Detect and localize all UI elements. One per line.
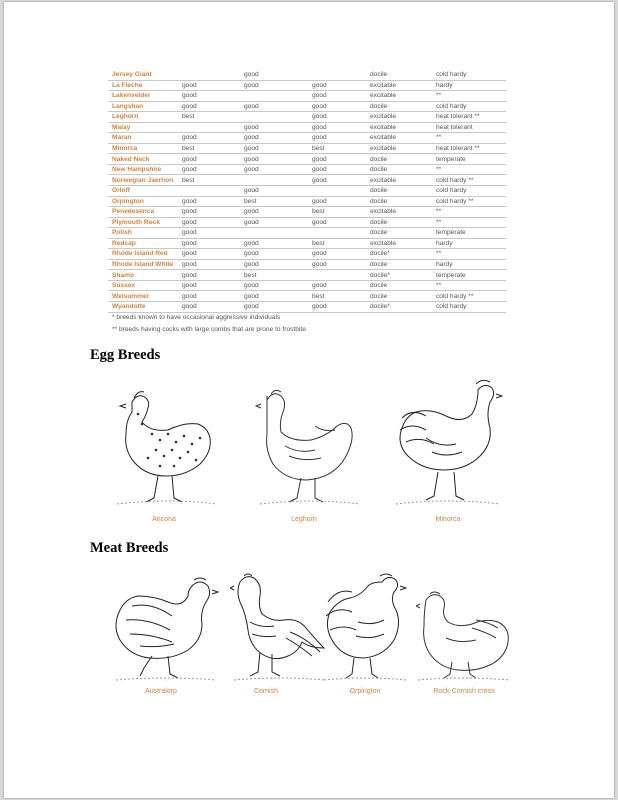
climate-cell: temperate (432, 154, 506, 165)
climate-cell: hardy (432, 238, 506, 249)
temperament-cell: docile (366, 186, 432, 197)
breed-name-cell: Welsummer (108, 291, 178, 302)
breed-name-cell: Langshan (108, 101, 178, 112)
table-cell: good (178, 217, 240, 228)
footnote-frostbite: ** breeds having cocks with large combs that are prone to frostbite (112, 326, 306, 333)
ancona-illustration (112, 384, 222, 510)
climate-cell: cold hardy ** (432, 175, 506, 186)
climate-cell: temperate (432, 228, 506, 239)
table-cell (308, 228, 366, 239)
footnotes (112, 312, 306, 336)
climate-cell: cold hardy (432, 101, 506, 112)
table-row (108, 154, 506, 165)
temperament-cell: docile* (366, 249, 432, 260)
table-cell: good (308, 164, 366, 175)
table-cell: good (178, 164, 240, 175)
climate-cell: cold hardy ** (432, 196, 506, 207)
breed-name-cell: Orpington (108, 196, 178, 207)
australorp-illustration (112, 576, 220, 684)
table-cell: good (308, 217, 366, 228)
table-cell: good (240, 80, 308, 91)
temperament-cell: docile* (366, 270, 432, 281)
climate-cell: heat tolerant ** (432, 112, 506, 123)
rock-cornish-cross-illustration (416, 588, 512, 684)
climate-cell: cold hardy (432, 186, 506, 197)
cornish-caption: Cornish (253, 688, 279, 695)
climate-cell: hardy (432, 259, 506, 270)
minorca-illustration (392, 378, 504, 510)
table-cell: good (240, 259, 308, 270)
egg-breeds-heading: Egg Breeds (90, 347, 161, 363)
table-cell: good (240, 101, 308, 112)
temperament-cell: docile (366, 228, 432, 239)
table-row (108, 122, 506, 133)
orpington-illustration (322, 572, 408, 684)
table-row (108, 164, 506, 175)
table-cell: good (308, 196, 366, 207)
table-cell: good (178, 302, 240, 313)
table-row (108, 91, 506, 102)
climate-cell: heat tolerant (432, 122, 506, 133)
temperament-cell: excitable (366, 207, 432, 218)
table-cell: good (178, 280, 240, 291)
climate-cell: ** (432, 207, 506, 218)
table-cell: good (308, 259, 366, 270)
table-cell: good (178, 238, 240, 249)
table-cell: best (240, 270, 308, 281)
breed-name-cell: Rhode Island Red (108, 249, 178, 260)
table-cell: good (240, 207, 308, 218)
climate-cell: ** (432, 91, 506, 102)
temperament-cell: excitable (366, 112, 432, 123)
table-cell: good (240, 164, 308, 175)
breed-name-cell: Polish (108, 228, 178, 239)
table-row (108, 259, 506, 270)
table-cell (308, 186, 366, 197)
table-cell: good (178, 270, 240, 281)
table-cell (240, 228, 308, 239)
table-row (108, 196, 506, 207)
orpington-caption: Orpington (349, 688, 381, 695)
table-cell: good (308, 80, 366, 91)
table-cell: good (240, 122, 308, 133)
table-cell: best (240, 196, 308, 207)
breed-name-cell: Leghorn (108, 112, 178, 123)
table-row (108, 270, 506, 281)
table-cell: good (240, 280, 308, 291)
temperament-cell: excitable (366, 122, 432, 133)
climate-cell: ** (432, 164, 506, 175)
table-cell: good (178, 196, 240, 207)
table-cell (308, 70, 366, 80)
table-cell: best (308, 143, 366, 154)
table-cell: good (178, 91, 240, 102)
cornish-illustration (230, 572, 330, 684)
temperament-cell: docile (366, 280, 432, 291)
table-cell: best (178, 175, 240, 186)
table-row (108, 186, 506, 197)
climate-cell: ** (432, 217, 506, 228)
breed-name-cell: La Fleche (108, 80, 178, 91)
table-cell: good (178, 80, 240, 91)
breed-name-cell: Sussex (108, 280, 178, 291)
table-cell: best (308, 207, 366, 218)
climate-cell: cold hardy ** (432, 291, 506, 302)
australorp-caption: Australorp (145, 688, 177, 695)
table-cell: good (308, 101, 366, 112)
breed-table (108, 70, 506, 313)
footnote-aggressive: * breeds known to have occasional aggressive individuals (112, 314, 281, 321)
temperament-cell: excitable (366, 91, 432, 102)
table-row (108, 112, 506, 123)
table-row (108, 101, 506, 112)
table-cell: good (308, 91, 366, 102)
table-cell: good (178, 228, 240, 239)
table-cell: good (308, 122, 366, 133)
table-row (108, 228, 506, 239)
table-row (108, 143, 506, 154)
breed-name-cell: Jersey Giant (108, 70, 178, 80)
temperament-cell: excitable (366, 143, 432, 154)
table-row (108, 291, 506, 302)
breed-name-cell: Maran (108, 133, 178, 144)
table-cell (178, 122, 240, 133)
breed-name-cell: Malay (108, 122, 178, 133)
breed-name-cell: New Hampshire (108, 164, 178, 175)
table-cell: good (308, 280, 366, 291)
minorca-caption: Minorca (435, 516, 461, 523)
table-cell: good (240, 291, 308, 302)
table-cell: good (308, 112, 366, 123)
breed-name-cell: Shamo (108, 270, 178, 281)
breed-name-cell: Redcap (108, 238, 178, 249)
leghorn-caption: Leghorn (291, 516, 317, 523)
climate-cell: hardy (432, 80, 506, 91)
temperament-cell: excitable (366, 133, 432, 144)
table-cell: good (240, 249, 308, 260)
climate-cell: cold hardy (432, 302, 506, 313)
breed-table-body (108, 70, 506, 312)
table-cell: good (240, 238, 308, 249)
table-cell: best (178, 143, 240, 154)
table-cell (240, 175, 308, 186)
table-cell: best (308, 291, 366, 302)
climate-cell: ** (432, 249, 506, 260)
temperament-cell: excitable (366, 175, 432, 186)
temperament-cell: docile (366, 259, 432, 270)
table-cell: good (240, 217, 308, 228)
table-cell: good (178, 101, 240, 112)
table-cell (178, 186, 240, 197)
climate-cell: cold hardy (432, 70, 506, 80)
ancona-caption: Ancona (152, 516, 176, 523)
table-cell (240, 91, 308, 102)
table-cell: good (240, 154, 308, 165)
table-row (108, 280, 506, 291)
breed-name-cell: Wyandotte (108, 302, 178, 313)
table-row (108, 207, 506, 218)
table-row (108, 70, 506, 80)
temperament-cell: docile (366, 291, 432, 302)
table-cell: best (178, 112, 240, 123)
table-cell: good (178, 249, 240, 260)
table-row (108, 302, 506, 313)
table-cell: good (178, 259, 240, 270)
temperament-cell: docile (366, 70, 432, 80)
table-cell: good (178, 207, 240, 218)
breed-name-cell: Orloff (108, 186, 178, 197)
temperament-cell: docile (366, 217, 432, 228)
table-cell: good (308, 154, 366, 165)
table-cell: best (308, 238, 366, 249)
table-cell (240, 112, 308, 123)
table-row (108, 238, 506, 249)
table-cell (178, 70, 240, 80)
table-cell: good (178, 291, 240, 302)
table-cell: good (240, 186, 308, 197)
climate-cell: heat tolerant ** (432, 143, 506, 154)
table-cell: good (240, 133, 308, 144)
temperament-cell: excitable (366, 238, 432, 249)
table-cell: good (308, 175, 366, 186)
temperament-cell: excitable (366, 80, 432, 91)
table-row (108, 133, 506, 144)
table-cell (308, 270, 366, 281)
table-row (108, 217, 506, 228)
breed-name-cell: Naked Neck (108, 154, 178, 165)
breed-name-cell: Rhode Island White (108, 259, 178, 270)
table-cell: good (308, 249, 366, 260)
table-cell: good (178, 133, 240, 144)
table-cell: good (308, 302, 366, 313)
breed-name-cell: Lakenvelder (108, 91, 178, 102)
breed-name-cell: Plymouth Rock (108, 217, 178, 228)
rock-cornish-cross-caption: Rock-Cornish cross (433, 688, 495, 695)
temperament-cell: docile (366, 101, 432, 112)
meat-breeds-heading: Meat Breeds (90, 540, 169, 556)
leghorn-illustration (255, 386, 367, 510)
temperament-cell: docile* (366, 302, 432, 313)
table-row (108, 249, 506, 260)
table-cell: good (178, 154, 240, 165)
table-cell: good (240, 143, 308, 154)
table-cell: good (240, 70, 308, 80)
breed-name-cell: Norwegian Jaerhon (108, 175, 178, 186)
breed-name-cell: Penedesenca (108, 207, 178, 218)
climate-cell: ** (432, 280, 506, 291)
temperament-cell: docile (366, 154, 432, 165)
temperament-cell: docile (366, 164, 432, 175)
table-row (108, 80, 506, 91)
climate-cell: temperate (432, 270, 506, 281)
table-row (108, 175, 506, 186)
climate-cell: ** (432, 133, 506, 144)
breed-name-cell: Minorca (108, 143, 178, 154)
table-cell: good (240, 302, 308, 313)
temperament-cell: docile (366, 196, 432, 207)
table-cell: good (308, 133, 366, 144)
